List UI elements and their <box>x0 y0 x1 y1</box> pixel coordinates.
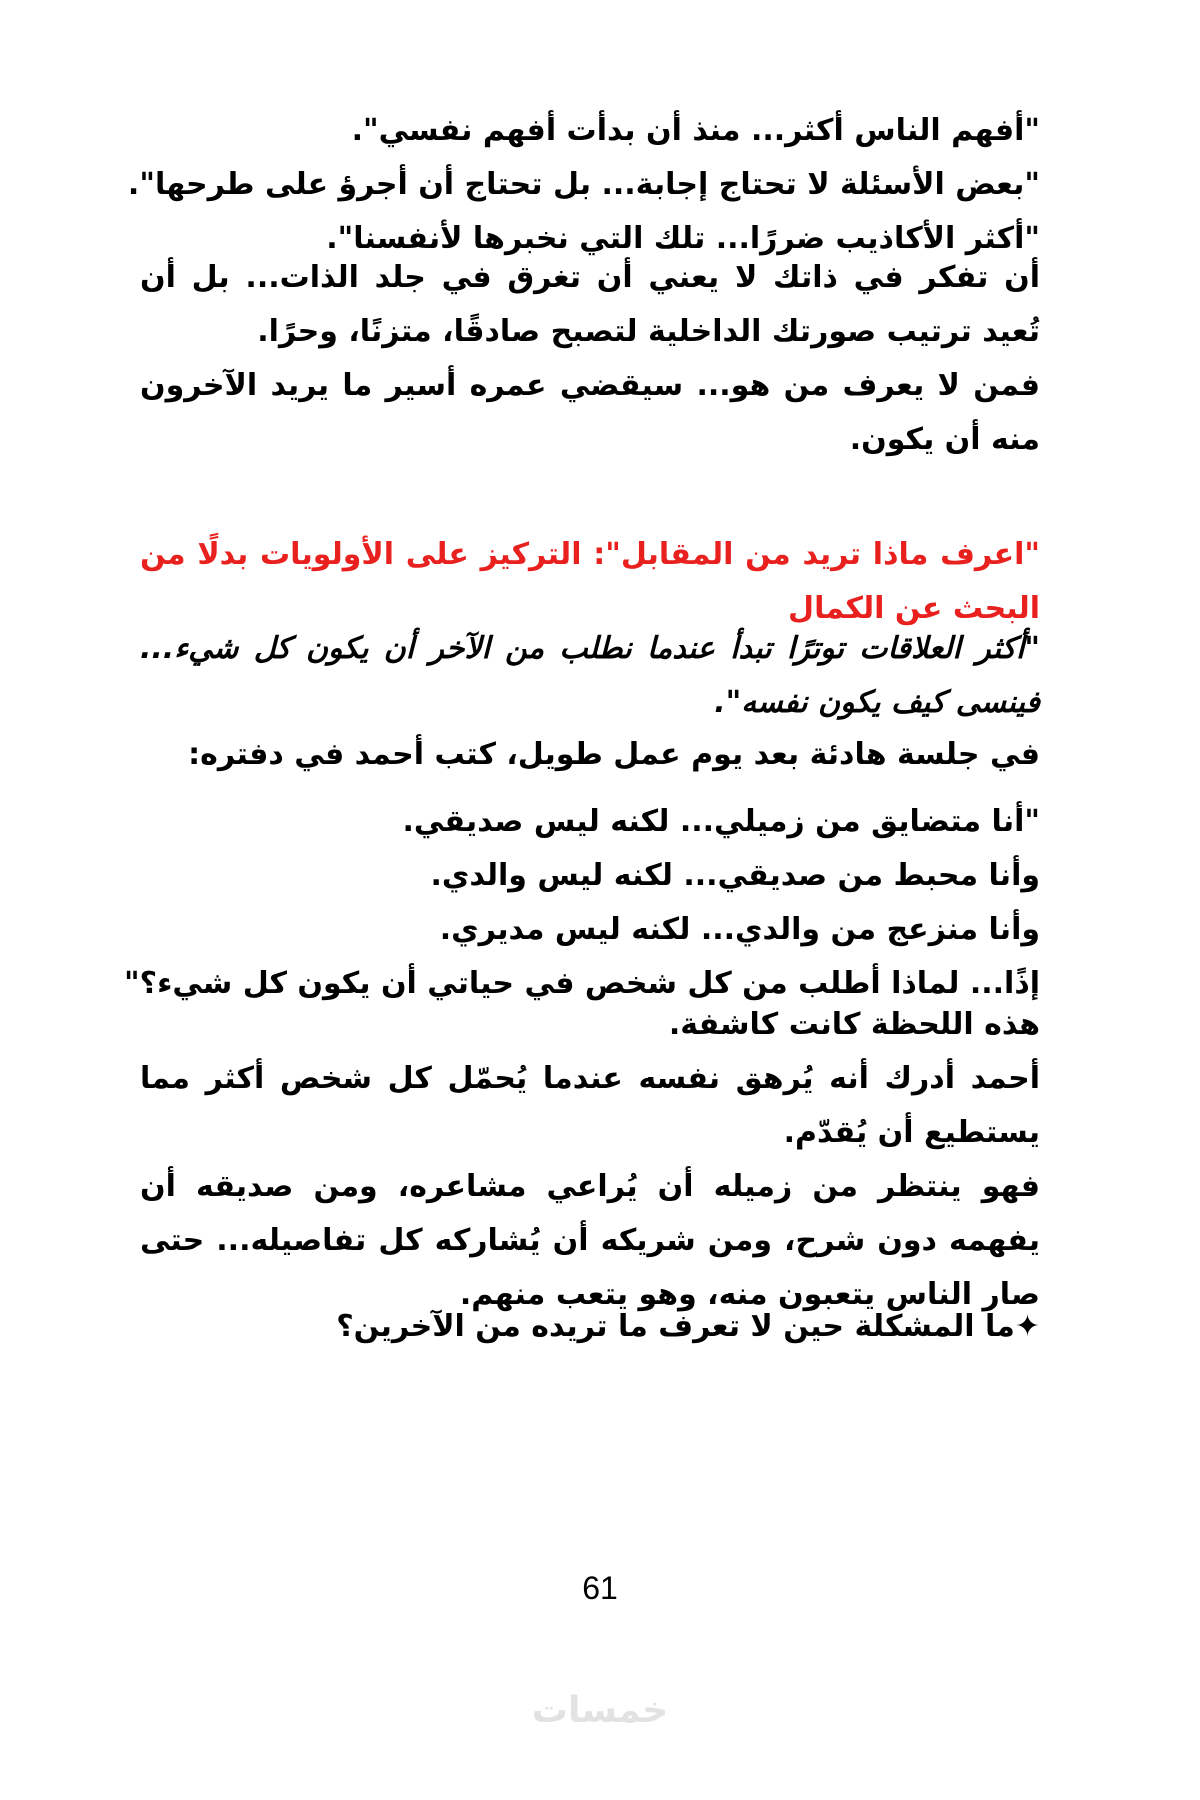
heading-text: "اعرف ماذا تريد من المقابل": التركيز على الأولويات بدلًا من البحث عن الكمال <box>140 537 1040 626</box>
paragraph: هذه اللحظة كانت كاشفة. <box>668 1007 1040 1042</box>
quotes-block <box>127 104 1040 266</box>
reflection-block-2 <box>140 998 1040 1322</box>
italic-quote-text: "أكثر العلاقات توترًا تبدأ عندما نطلب من الآخر أن يكون كل شيء... فينسى كيف يكون نفسه". <box>140 631 1040 720</box>
diary-line: وأنا منزعج من والدي... لكنه ليس مديري. <box>439 912 1040 947</box>
star-bullet-icon: ✦ <box>1014 1309 1040 1344</box>
bullet-text: ما المشكلة حين لا تعرف ما تريده من الآخرين؟ <box>336 1309 1015 1344</box>
italic-quote <box>140 622 1040 730</box>
paragraph: فهو ينتظر من زميله أن يُراعي مشاعره، ومن صديقه أن يفهمه دون شرح، ومن شريكه أن يُشاركه كل تفاصيله... حتى صار الناس يتعبون منه، وهو يتعب منهم. <box>140 1169 1040 1312</box>
quote-line: "أكثر الأكاذيب ضررًا... تلك التي نخبرها لأنفسنا". <box>326 221 1040 256</box>
diary-line: "أنا متضايق من زميلي... لكنه ليس صديقي. <box>402 804 1040 839</box>
quote-line: "أفهم الناس أكثر... منذ أن بدأت أفهم نفسي". <box>351 113 1040 148</box>
paragraph: فمن لا يعرف من هو... سيقضي عمره أسير ما يريد الآخرون منه أن يكون. <box>140 368 1040 457</box>
bullet-question <box>140 1300 1040 1354</box>
section-heading <box>140 528 1040 636</box>
paragraph: أن تفكر في ذاتك لا يعني أن تغرق في جلد الذات... بل أن تُعيد ترتيب صورتك الداخلية لتصبح صادقًا، متزنًا، وحرًا. <box>140 260 1040 349</box>
watermark-logo: خمسات <box>531 1690 669 1731</box>
reflection-block <box>140 251 1040 467</box>
diary-block <box>124 795 1040 1011</box>
page-number: 61 <box>582 1570 618 1606</box>
intro-text: في جلسة هادئة بعد يوم عمل طويل، كتب أحمد في دفتره: <box>188 737 1040 772</box>
diary-line: إذًا... لماذا أطلب من كل شخص في حياتي أن يكون كل شيء؟" <box>124 966 1040 1001</box>
paragraph: أحمد أدرك أنه يُرهق نفسه عندما يُحمّل كل شخص أكثر مما يستطيع أن يُقدّم. <box>140 1061 1040 1150</box>
diary-line: وأنا محبط من صديقي... لكنه ليس والدي. <box>430 858 1040 893</box>
intro <box>140 728 1040 782</box>
quote-line: "بعض الأسئلة لا تحتاج إجابة... بل تحتاج أن أجرؤ على طرحها". <box>127 167 1040 202</box>
